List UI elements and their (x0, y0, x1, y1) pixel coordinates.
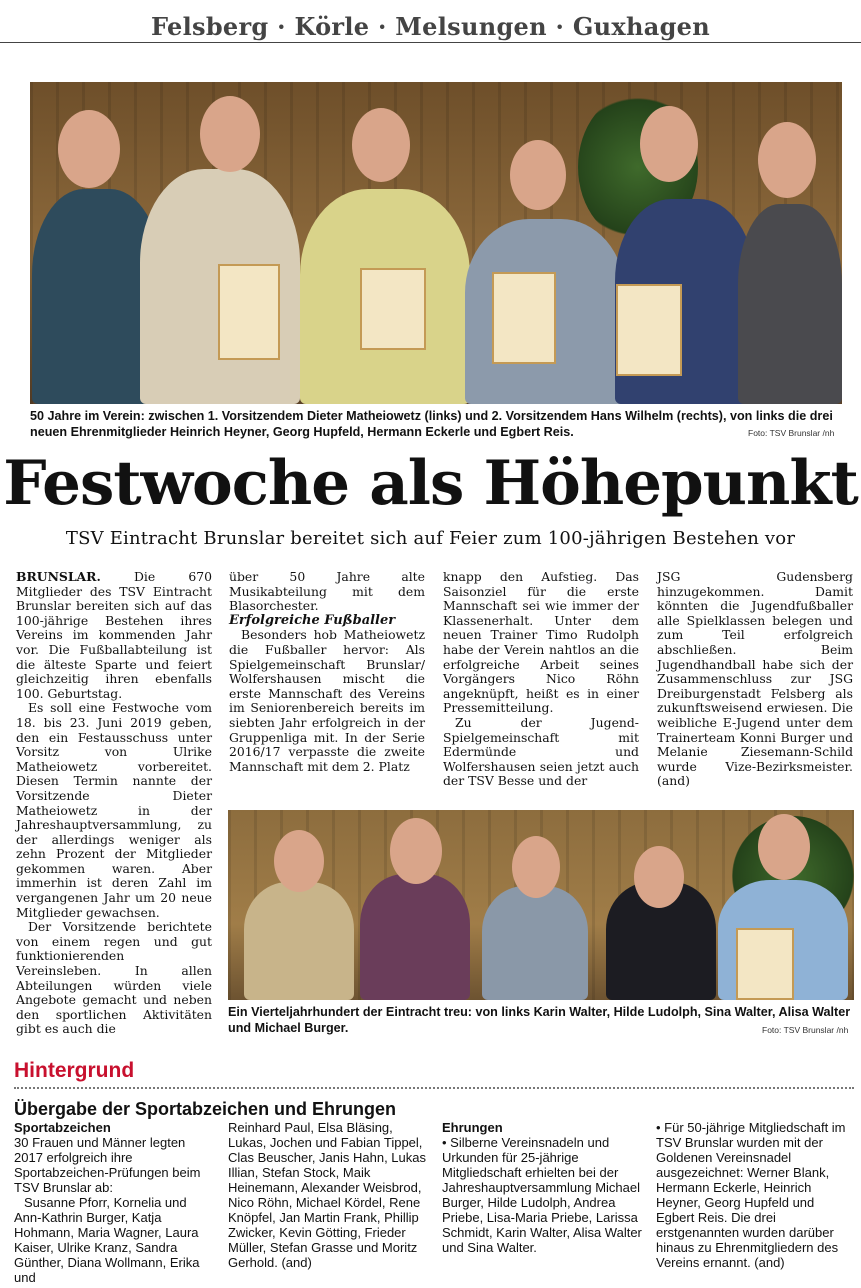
background-paragraph: Reinhard Paul, Elsa Bläsing, Lukas, Jochen und Fabian Tippel, Clas Beuscher, Janis Hahn, Lukas Illian, Stefan Stock, Maik Heinemann, Alexander Weisbrod, Nico Röhn, Michael Kördel, Rene Knöpfel, Jan Martin Frank, Phillip Zwicker, Kevin Götting, Frieder Müller, Stefan Grasse und Moritz Gerhold. (and) (228, 1120, 426, 1270)
article-paragraph: über 50 Jahre alte Musikabteilung mit dem Blasorchester. (229, 569, 425, 614)
photo2-caption: Ein Vierteljahrhundert der Eintracht treu: von links Karin Walter, Hilde Ludolph, Sina Walter, Alisa Walter und Michael Burger. (228, 1005, 851, 1035)
background-dotted-rule (14, 1087, 854, 1089)
background-subheading: Ehrungen (442, 1120, 503, 1135)
photo-face (640, 106, 698, 182)
background-title: Übergabe der Sportabzeichen und Ehrungen (14, 1099, 397, 1119)
article-paragraph: Der Vorsitzende berichtete von einem regen und gut funktionierenden Vereinsleben. In allen Abteilungen würden viele Angebote gemacht und neben den sportlichen Aktivitäten gibt es auch die (16, 919, 212, 1037)
background-subheading: Sportabzeichen (14, 1120, 111, 1135)
background-column-4 (656, 1120, 856, 1270)
photo-person (482, 886, 588, 1000)
photo1-credit: Foto: TSV Brunslar /nh (748, 428, 835, 438)
photo-face (512, 836, 560, 898)
photo-certificate (360, 268, 426, 350)
article-headline: Festwoche als Höhepunkt (3, 448, 858, 519)
article-column-3 (443, 570, 639, 789)
background-paragraph: • Für 50-jährige Mitgliedschaft im TSV Brunslar wurden mit der Goldenen Vereinsnadel ausgezeichnet: Werner Blank, Hermann Eckerle, Heinrich Heyner, Georg Hupfeld und Egbert Reis. Die drei erstgenannten wurden darüber hinaus zu Ehrenmitgliedern des Vereins ernannt. (and) (656, 1120, 846, 1270)
photo-face (758, 122, 816, 198)
article-paragraph: Es soll eine Festwoche vom 18. bis 23. Juni 2019 geben, den ein Festausschuss unter Vorsitz von Ulrike Matheiowetz vorbereitet. Diesen Termin nannte der Vorsitzende Dieter Matheiowetz in der Jahreshauptversammlung, zu der allerdings weniger als zehn Prozent der Mitglieder gekommen waren. Aber immerhin ist deren Zahl im vergangenen Jahr um 20 neue Mitglieder gewachsen. (16, 700, 212, 920)
photo-face (200, 96, 260, 172)
article-paragraph: Besonders hob Matheiowetz die Fußballer hervor: Als Spielgemeinschaft Brunslar/ Wolfershausen mischt die erste Mannschaft des Vereins im Seniorenbereich bereits im siebten Jahr erfolgreich in der Gruppenliga mit. In der Serie 2016/17 verpasste die zweite Mannschaft mit dem 2. Platz (229, 627, 425, 774)
photo-face (274, 830, 324, 892)
article-column-1 (16, 570, 212, 1037)
article-paragraph: knapp den Aufstieg. Das Saisonziel für die erste Mannschaft sei wie immer der Klassenerhalt. Unter dem neuen Trainer Timo Rudolph habe der Verein nahtlos an die erfolgreiche Arbeit seines Vorgängers Nico Röhn angeknüpft, heißt es in einer Pressemitteilung. (443, 569, 639, 716)
article-paragraph: Die 670 Mitglieder des TSV Eintracht Brunslar bereiten sich auf das 100-jährige Bestehen ihres Vereins im kommenden Jahr vor. Die Fußballabteilung ist die älteste Sparte und feiert gleichzeitig ihren ebenfalls 100. Geburtstag. (16, 569, 212, 701)
background-column-1 (14, 1120, 214, 1285)
photo-face (758, 814, 810, 880)
background-paragraph: Susanne Pforr, Kornelia und Ann-Kathrin Burger, Katja Hohmann, Maria Wagner, Laura Kaiser, Ulrike Kranz, Sandra Günther, Diana Wollmann, Erika und (14, 1195, 200, 1285)
page-header-places: Felsberg · Körle · Melsungen · Guxhagen (151, 12, 710, 41)
photo2-credit: Foto: TSV Brunslar /nh (762, 1025, 849, 1035)
photo-person (360, 874, 470, 1000)
photo-face (58, 110, 120, 188)
article-subheadline: TSV Eintracht Brunslar bereitet sich auf Feier zum 100-jährigen Bestehen vor (65, 528, 796, 549)
article-dateline: BRUNSLAR. (16, 569, 101, 584)
article-column-2 (229, 570, 425, 774)
photo-face (390, 818, 442, 884)
article-paragraph: JSG Gudensberg hinzugekommen. Damit könnten die Jugendfußballer alle Spielklassen belegen und zum Teil erfolgreich abschließen. Beim Jugendhandball habe sich der Zusammenschluss zur JSG Dreiburgenstadt Felsberg als zukunftsweisend erwiesen. Die weibliche E-Jugend unter dem Trainerteam Konni Burger und Melanie Ziesemann-Schild wurde Vize-Bezirksmeister. (and) (657, 569, 853, 789)
photo-face (634, 846, 684, 908)
photo-certificate (736, 928, 794, 1000)
photo-person (738, 204, 842, 404)
photo-certificate (218, 264, 280, 360)
background-paragraph: • Silberne Vereinsnadeln und Urkunden für 25-jährige Mitgliedschaft erhielten bei der Jahreshauptversammlung Michael Burger, Hilde Ludolph, Andrea Priebe, Lisa-Maria Priebe, Larissa Schmidt, Karin Walter, Alisa Walter und Sina Walter. (442, 1135, 642, 1255)
background-column-2 (228, 1120, 426, 1270)
photo-certificate (616, 284, 682, 376)
background-section-label: Hintergrund (14, 1059, 135, 1082)
header-rule (0, 42, 861, 43)
article-paragraph: Zu der Jugend-Spielgemeinschaft mit Edermünde und Wolfershausen seien jetzt auch der TSV Besse und der (443, 714, 639, 789)
article-column-4 (657, 570, 853, 789)
photo-quarter-century-members (228, 810, 854, 1000)
photo-face (352, 108, 410, 182)
photo1-caption: 50 Jahre im Verein: zwischen 1. Vorsitzendem Dieter Matheiowetz (links) und 2. Vorsitzendem Hans Wilhelm (rechts), von links die drei neuen Ehrenmitglieder Heinrich Heyner, Georg Hupfeld, Hermann Eckerle und Egbert Reis. (30, 409, 833, 439)
photo-face (510, 140, 566, 210)
background-paragraph: 30 Frauen und Männer legten 2017 erfolgreich ihre Sportabzeichen-Prüfungen beim TSV Brunslar ab: (14, 1135, 201, 1195)
photo-fifty-years-members (30, 82, 842, 404)
photo-person (244, 882, 354, 1000)
article-section-heading: Erfolgreiche Fußballer (229, 612, 396, 628)
background-column-3 (442, 1120, 642, 1255)
photo-certificate (492, 272, 556, 364)
